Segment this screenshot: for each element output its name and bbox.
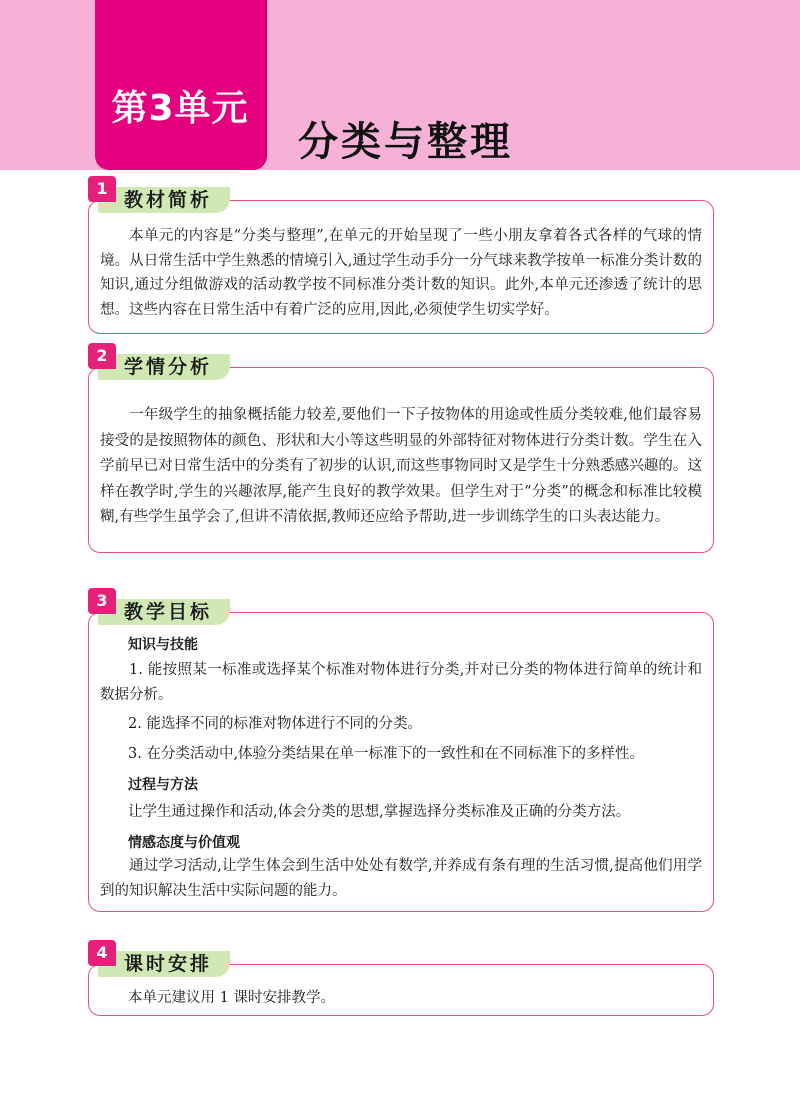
section-paragraph: 本单元的内容是“分类与整理”,在单元的开始呈现了一些小朋友拿着各式各样的气球的情境。从日常生活中学生熟悉的情境引入,通过学生动手分一分气球来教学按单一标准分类计数的知识,通过分组做游戏的活动教学按不同标准分类计数的知识。此外,本单元还渗透了统计的思想。这些内容在日常生活中有着广泛的应用,因此,必须使学生切实学好。 [100, 228, 702, 318]
page-title: 分类与整理 [298, 119, 513, 165]
process-method-text: 让学生通过操作和活动,体会分类的思想,掌握选择分类标准及正确的分类方法。 [128, 804, 631, 820]
goal-item: 3. 在分类活动中,体验分类结果在单一标准下的一致性和在不同标准下的多样性。 [128, 746, 645, 762]
section-textbook-analysis [88, 176, 714, 336]
knowledge-skills-heading: 知识与技能 [128, 637, 198, 653]
section-number: 3 [88, 588, 116, 614]
emotion-values-heading: 情感态度与价值观 [128, 835, 240, 851]
emotion-values-text: 通过学习活动,让学生体会到生活中处处有数学,并养成有条有理的生活习惯,提高他们用学到的知识解决生活中实际问题的能力。 [100, 858, 702, 899]
section-title: 学情分析 [98, 354, 230, 380]
section-number: 1 [88, 176, 116, 202]
section-title: 教材简析 [98, 187, 230, 213]
section-number: 4 [88, 940, 116, 966]
unit-label: 第3单元 [111, 88, 249, 129]
section-student-analysis [88, 343, 714, 555]
section-teaching-goals [88, 588, 714, 914]
process-method-heading: 过程与方法 [128, 777, 198, 793]
unit-badge [95, 0, 265, 170]
goal-item: 1. 能按照某一标准或选择某个标准对物体进行分类,并对已分类的物体进行简单的统计和数据分析。 [100, 662, 702, 703]
section-paragraph: 一年级学生的抽象概括能力较差,要他们一下子按物体的用途或性质分类较难,他们最容易接受的是按照物体的颜色、形状和大小等这些明显的外部特征对物体进行分类计数。学生在入学前早已对日常生活中的分类有了初步的认识,而这些事物同时又是学生十分熟悉感兴趣的。这样在教学时,学生的兴趣浓厚,能产生良好的教学效果。但学生对于“分类”的概念和标准比较模糊,有些学生虽学会了,但讲不清依据,教师还应给予帮助,进一步训练学生的口头表达能力。 [100, 407, 702, 525]
section-title: 教学目标 [98, 599, 230, 625]
section-class-schedule [88, 940, 714, 1020]
schedule-text: 本单元建议用 1 课时安排教学。 [128, 990, 335, 1006]
section-number: 2 [88, 343, 116, 369]
section-title: 课时安排 [98, 951, 230, 977]
goal-item: 2. 能选择不同的标准对物体进行不同的分类。 [128, 716, 422, 732]
